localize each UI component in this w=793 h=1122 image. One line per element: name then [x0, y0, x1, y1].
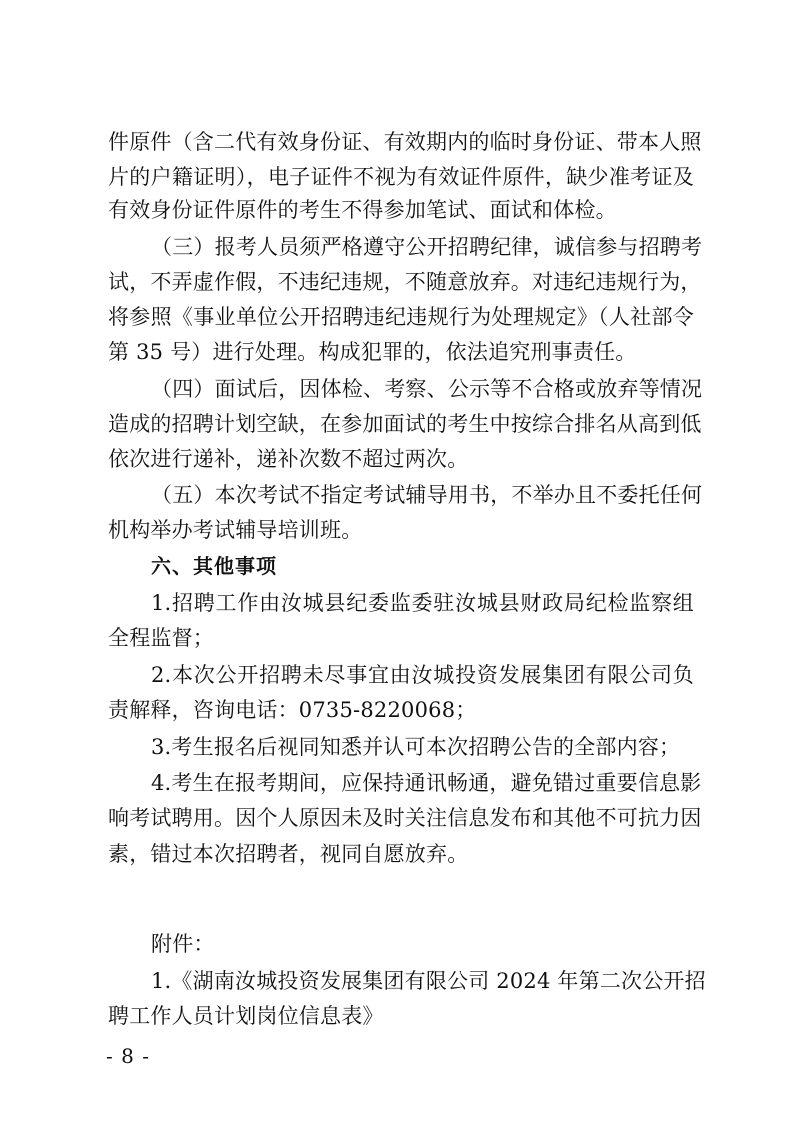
- body-text: 试，不弄虚作假，不违纪违规，不随意放弃。对违纪违规行为，: [108, 270, 702, 294]
- body-text: 件原件（含二代有效身份证、有效期内的临时身份证、带本人照: [108, 130, 702, 154]
- body-line: [0, 618, 793, 658]
- body-text: （四）面试后，因体检、考察、公示等不合格或放弃等情况: [151, 377, 703, 401]
- body-line: [0, 798, 793, 838]
- body-text: 机构举办考试辅导培训班。: [108, 518, 363, 542]
- body-line: [0, 404, 793, 444]
- body-line: [0, 369, 793, 409]
- body-line: [0, 763, 793, 803]
- body-line: [0, 690, 793, 730]
- body-text: 2.本次公开招聘未尽事宜由汝城投资发展集团有限公司负: [151, 663, 694, 687]
- body-line: [0, 332, 793, 372]
- body-line: [0, 122, 793, 162]
- body-text: （五）本次考试不指定考试辅导用书，不举办且不委托任何: [151, 483, 703, 507]
- body-text: 1.招聘工作由汝城县纪委监委驻汝城县财政局纪检监察组: [151, 591, 694, 615]
- section-heading-text: 六、其他事项: [151, 554, 277, 578]
- body-line: [0, 583, 793, 623]
- page-number: - 8 -: [106, 1044, 150, 1068]
- attachment-item: [0, 961, 793, 1001]
- body-line: [0, 834, 793, 874]
- body-line: [0, 190, 793, 230]
- body-line: [0, 655, 793, 695]
- body-text: 有效身份证件原件的考生不得参加笔试、面试和体检。: [108, 198, 617, 222]
- attachment-item-text: 聘工作人员计划岗位信息表》: [108, 1004, 384, 1028]
- body-text: 响考试聘用。因个人原因未及时关注信息发布和其他不可抗力因: [108, 806, 702, 830]
- body-text: 全程监督；: [108, 626, 214, 650]
- attachment-label-text: 附件：: [151, 932, 215, 956]
- body-text: 造成的招聘计划空缺，在参加面试的考生中按综合排名从高到低: [108, 412, 702, 436]
- body-text: （三）报考人员须严格遵守公开招聘纪律，诚信参与招聘考: [151, 235, 703, 259]
- body-text: 4.考生在报考期间，应保持通讯畅通，避免错过重要信息影: [151, 771, 702, 795]
- body-line: [0, 297, 793, 337]
- attachment-item-text: 1.《湖南汝城投资发展集团有限公司 2024 年第二次公开招: [151, 969, 706, 993]
- attachment-item: [0, 996, 793, 1036]
- body-line: [0, 227, 793, 267]
- body-line: [0, 439, 793, 479]
- body-line: [0, 262, 793, 302]
- body-text: 责解释，咨询电话：0735-8220068；: [108, 698, 477, 722]
- body-text: 依次进行递补，递补次数不超过两次。: [108, 447, 469, 471]
- body-text: 3.考生报名后视同知悉并认可本次招聘公告的全部内容；: [151, 735, 681, 759]
- attachment-label: [0, 924, 793, 964]
- body-text: 将参照《事业单位公开招聘违纪违规行为处理规定》（人社部令: [108, 305, 694, 329]
- body-line: [0, 727, 793, 767]
- section-heading: [0, 546, 793, 586]
- body-text: 第 35 号）进行处理。构成犯罪的，依法追究刑事责任。: [108, 340, 637, 364]
- body-text: 片的户籍证明），电子证件不视为有效证件原件，缺少准考证及: [108, 165, 694, 189]
- body-text: 素，错过本次招聘者，视同自愿放弃。: [108, 842, 469, 866]
- body-line: [0, 510, 793, 550]
- body-line: [0, 475, 793, 515]
